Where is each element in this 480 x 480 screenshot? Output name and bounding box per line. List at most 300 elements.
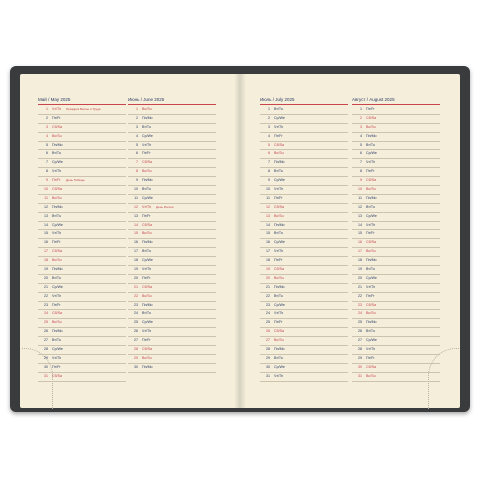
day-number: 24 [44, 311, 48, 316]
day-number: 23 [44, 302, 48, 307]
day-row [38, 239, 126, 248]
day-row [128, 239, 216, 248]
day-number: 22 [358, 293, 362, 298]
weekday-label: Сб/Sa [142, 347, 153, 352]
day-row [38, 230, 126, 239]
day-number: 25 [358, 320, 362, 325]
weekday-label: Вт/Tu [142, 187, 151, 192]
day-row [260, 222, 348, 231]
day-number: 27 [44, 338, 48, 343]
weekday-label: Пн/Mo [52, 204, 63, 209]
day-row [38, 310, 126, 319]
weekday-label: Чт/Th [142, 204, 152, 209]
day-number: 16 [358, 240, 362, 245]
day-row [352, 168, 440, 177]
day-number: 3 [268, 124, 270, 129]
weekday-label: Пт/Fr [274, 195, 283, 200]
day-number: 1 [268, 107, 270, 111]
day-number: 26 [358, 329, 362, 334]
day-row [352, 124, 440, 133]
day-row [260, 346, 348, 355]
day-row [38, 177, 126, 186]
day-row [260, 159, 348, 168]
weekday-label: Пт/Fr [274, 258, 283, 263]
day-row [38, 168, 126, 177]
weekday-label: Вс/Su [366, 249, 376, 254]
day-number: 16 [134, 240, 138, 245]
day-row [128, 159, 216, 168]
weekday-label: Сб/Sa [52, 124, 63, 129]
weekday-label: Пт/Fr [52, 115, 61, 120]
weekday-label: Вт/Tu [52, 213, 61, 218]
weekday-label: Ср/We [52, 222, 63, 227]
weekday-label: Вт/Tu [52, 338, 61, 343]
day-number: 18 [358, 258, 362, 263]
weekday-label: Вс/Su [142, 293, 152, 298]
day-row [260, 284, 348, 293]
day-row [260, 124, 348, 133]
day-number: 10 [266, 187, 270, 192]
weekday-label: Вт/Tu [274, 355, 283, 360]
day-row [128, 106, 216, 115]
month-july [260, 96, 348, 382]
day-number: 23 [134, 302, 138, 307]
day-row [38, 284, 126, 293]
day-number: 23 [358, 302, 362, 307]
day-row [352, 213, 440, 222]
day-row [352, 275, 440, 284]
weekday-label: Вс/Su [142, 107, 152, 111]
weekday-label: Сб/Sa [274, 142, 285, 147]
day-number: 4 [360, 133, 362, 138]
day-number: 10 [134, 187, 138, 192]
day-number: 17 [134, 249, 138, 254]
holiday-note: День России [156, 204, 174, 209]
weekday-label: Чт/Th [52, 355, 62, 360]
weekday-label: Ср/We [366, 338, 377, 343]
day-number: 16 [44, 240, 48, 245]
day-row [260, 177, 348, 186]
day-number: 13 [358, 213, 362, 218]
day-row [352, 337, 440, 346]
day-number: 15 [266, 231, 270, 236]
day-row [260, 275, 348, 284]
weekday-label: Пт/Fr [142, 213, 151, 218]
notebook-spine [234, 74, 246, 408]
day-row [38, 328, 126, 337]
day-row [260, 239, 348, 248]
month-title-rule [38, 104, 126, 105]
day-row [128, 319, 216, 328]
weekday-label: Пт/Fr [366, 107, 375, 111]
day-row [128, 142, 216, 151]
weekday-label: Вс/Su [52, 133, 62, 138]
weekday-label: Пт/Fr [52, 364, 61, 369]
month-title: Август / August 2025 [352, 97, 395, 102]
day-number: 8 [46, 169, 48, 174]
day-row [128, 213, 216, 222]
day-number: 21 [44, 284, 48, 289]
day-number: 24 [266, 311, 270, 316]
day-number: 5 [268, 142, 270, 147]
day-row [128, 275, 216, 284]
day-row [128, 257, 216, 266]
day-row [352, 159, 440, 168]
day-row [38, 159, 126, 168]
day-number: 6 [360, 151, 362, 156]
day-row [260, 266, 348, 275]
weekday-label: Вс/Su [366, 187, 376, 192]
day-row [352, 364, 440, 373]
weekday-label: Чт/Th [366, 347, 376, 352]
weekday-label: Чт/Th [366, 160, 376, 165]
day-number: 13 [134, 213, 138, 218]
weekday-label: Вс/Su [366, 124, 376, 129]
day-number: 11 [134, 195, 138, 200]
day-row [38, 275, 126, 284]
weekday-label: Чт/Th [52, 293, 62, 298]
day-number: 30 [358, 364, 362, 369]
day-number: 20 [44, 275, 48, 280]
day-number: 7 [360, 160, 362, 165]
day-number: 24 [358, 311, 362, 316]
day-row [352, 142, 440, 151]
day-number: 19 [358, 267, 362, 272]
day-number: 20 [134, 275, 138, 280]
weekday-label: Пн/Mo [274, 160, 285, 165]
day-number: 6 [268, 151, 270, 156]
weekday-label: Вс/Su [366, 311, 376, 316]
day-number: 14 [134, 222, 138, 227]
day-row [128, 204, 216, 213]
weekday-label: Ср/We [274, 115, 285, 120]
day-row [352, 150, 440, 159]
day-row [260, 310, 348, 319]
day-row [352, 204, 440, 213]
day-number: 8 [360, 169, 362, 174]
weekday-label: Ср/We [274, 178, 285, 183]
weekday-label: Пт/Fr [52, 240, 61, 245]
day-row [260, 186, 348, 195]
weekday-label: Вт/Tu [366, 142, 375, 147]
weekday-label: Вс/Su [142, 169, 152, 174]
day-row [260, 355, 348, 364]
day-row [128, 195, 216, 204]
day-row [38, 195, 126, 204]
day-row [38, 337, 126, 346]
day-row [128, 293, 216, 302]
month-title: Май / May 2025 [38, 97, 71, 102]
day-row [260, 106, 348, 115]
day-row [352, 106, 440, 115]
day-row [352, 302, 440, 311]
day-row [38, 186, 126, 195]
weekday-label: Чт/Th [142, 329, 152, 334]
weekday-label: Чт/Th [274, 249, 284, 254]
day-number: 2 [46, 115, 48, 120]
weekday-label: Ср/We [142, 133, 153, 138]
day-number: 15 [44, 231, 48, 236]
day-number: 5 [136, 142, 138, 147]
day-row [38, 302, 126, 311]
weekday-label: Пн/Mo [274, 284, 285, 289]
month-title-rule [128, 104, 216, 105]
day-number: 30 [44, 364, 48, 369]
weekday-label: Чт/Th [142, 142, 152, 147]
day-number: 21 [358, 284, 362, 289]
day-row [38, 150, 126, 159]
weekday-label: Пт/Fr [274, 133, 283, 138]
day-row [38, 373, 126, 382]
day-row [128, 150, 216, 159]
month-title-rule [352, 104, 440, 105]
month-title: Июнь / June 2025 [128, 97, 165, 102]
day-row [38, 204, 126, 213]
weekday-label: Вс/Su [274, 275, 284, 280]
day-number: 4 [268, 133, 270, 138]
weekday-label: Сб/Sa [366, 240, 377, 245]
day-number: 27 [266, 338, 270, 343]
weekday-label: Пн/Mo [366, 320, 377, 325]
weekday-label: Вс/Su [142, 231, 152, 236]
day-row [128, 230, 216, 239]
weekday-label: Вс/Su [274, 151, 284, 156]
day-row [128, 302, 216, 311]
day-row [128, 177, 216, 186]
weekday-label: Пн/Mo [142, 364, 153, 369]
day-number: 31 [44, 373, 48, 378]
day-row [38, 319, 126, 328]
day-number: 7 [136, 160, 138, 165]
weekday-label: Пн/Mo [142, 240, 153, 245]
day-row [260, 373, 348, 382]
weekday-label: Вс/Su [274, 213, 284, 218]
day-number: 29 [358, 355, 362, 360]
weekday-label: Пн/Mo [52, 142, 63, 147]
day-row [128, 364, 216, 373]
day-row [260, 257, 348, 266]
day-number: 7 [268, 160, 270, 165]
weekday-label: Сб/Sa [366, 115, 377, 120]
day-row [38, 106, 126, 115]
day-row [352, 346, 440, 355]
day-number: 20 [266, 275, 270, 280]
day-number: 16 [266, 240, 270, 245]
weekday-label: Вт/Tu [366, 267, 375, 272]
day-row [38, 248, 126, 257]
day-number: 8 [268, 169, 270, 174]
day-row [352, 310, 440, 319]
day-number: 20 [358, 275, 362, 280]
weekday-label: Ср/We [274, 302, 285, 307]
weekday-label: Пт/Fr [366, 169, 375, 174]
day-number: 19 [134, 267, 138, 272]
weekday-label: Пт/Fr [366, 293, 375, 298]
weekday-label: Пн/Mo [52, 267, 63, 272]
month-august [352, 96, 440, 382]
weekday-label: Вт/Tu [52, 151, 61, 156]
holiday-note: Праздник Весны и Труда [66, 107, 101, 111]
day-number: 25 [266, 320, 270, 325]
day-number: 3 [46, 124, 48, 129]
day-row [128, 328, 216, 337]
day-row [128, 355, 216, 364]
weekday-label: Чт/Th [52, 169, 62, 174]
weekday-label: Пт/Fr [142, 338, 151, 343]
day-row [352, 355, 440, 364]
day-number: 19 [44, 267, 48, 272]
weekday-label: Сб/Sa [142, 284, 153, 289]
day-list [260, 106, 348, 382]
weekday-label: Сб/Sa [274, 267, 285, 272]
weekday-label: Сб/Sa [366, 178, 377, 183]
day-row [128, 222, 216, 231]
day-number: 15 [358, 231, 362, 236]
day-row [260, 319, 348, 328]
day-number: 5 [360, 142, 362, 147]
weekday-label: Ср/We [274, 364, 285, 369]
day-row [128, 168, 216, 177]
day-number: 26 [44, 329, 48, 334]
weekday-label: Пт/Fr [52, 178, 61, 183]
weekday-label: Пт/Fr [274, 320, 283, 325]
day-number: 31 [358, 373, 362, 378]
day-row [38, 257, 126, 266]
weekday-label: Ср/We [52, 347, 63, 352]
weekday-label: Сб/Sa [142, 222, 153, 227]
weekday-label: Чт/Th [274, 124, 284, 129]
weekday-label: Ср/We [142, 195, 153, 200]
day-row [128, 266, 216, 275]
day-row [260, 115, 348, 124]
day-number: 11 [44, 195, 48, 200]
day-row [352, 230, 440, 239]
day-number: 30 [134, 364, 138, 369]
day-number: 10 [358, 187, 362, 192]
day-number: 17 [266, 249, 270, 254]
day-number: 11 [266, 195, 270, 200]
weekday-label: Чт/Th [52, 107, 62, 111]
weekday-label: Сб/Sa [274, 204, 285, 209]
weekday-label: Пн/Mo [142, 178, 153, 183]
day-row [352, 239, 440, 248]
day-number: 12 [44, 204, 48, 209]
day-row [38, 124, 126, 133]
weekday-label: Ср/We [274, 240, 285, 245]
month-title-rule [260, 104, 348, 105]
day-row [128, 310, 216, 319]
weekday-label: Пн/Mo [366, 258, 377, 263]
day-row [38, 364, 126, 373]
day-row [38, 133, 126, 142]
weekday-label: Вт/Tu [366, 204, 375, 209]
day-number: 5 [46, 142, 48, 147]
day-number: 17 [44, 249, 48, 254]
weekday-label: Сб/Sa [366, 302, 377, 307]
day-number: 2 [268, 115, 270, 120]
day-row [128, 186, 216, 195]
weekday-label: Пн/Mo [142, 302, 153, 307]
day-list [352, 106, 440, 382]
day-row [260, 248, 348, 257]
day-number: 15 [134, 231, 138, 236]
weekday-label: Вс/Su [366, 373, 376, 378]
day-row [352, 133, 440, 142]
weekday-label: Пт/Fr [366, 355, 375, 360]
day-row [128, 115, 216, 124]
day-row [352, 177, 440, 186]
weekday-label: Вт/Tu [274, 293, 283, 298]
day-number: 29 [44, 355, 48, 360]
weekday-label: Чт/Th [274, 311, 284, 316]
day-number: 4 [46, 133, 48, 138]
day-row [352, 186, 440, 195]
day-number: 24 [134, 311, 138, 316]
weekday-label: Сб/Sa [366, 364, 377, 369]
day-row [352, 115, 440, 124]
day-row [352, 373, 440, 382]
day-number: 3 [360, 124, 362, 129]
day-number: 29 [266, 355, 270, 360]
day-number: 28 [358, 347, 362, 352]
day-row [352, 248, 440, 257]
day-row [352, 222, 440, 231]
weekday-label: Сб/Sa [52, 311, 63, 316]
weekday-label: Вс/Su [274, 338, 284, 343]
weekday-label: Пн/Mo [52, 329, 63, 334]
day-row [38, 142, 126, 151]
weekday-label: Пн/Mo [274, 347, 285, 352]
day-number: 25 [134, 320, 138, 325]
month-june [128, 96, 216, 373]
weekday-label: Сб/Sa [52, 373, 63, 378]
day-number: 2 [136, 115, 138, 120]
day-number: 25 [44, 320, 48, 325]
day-number: 1 [46, 107, 48, 111]
day-row [128, 248, 216, 257]
weekday-label: Ср/We [142, 320, 153, 325]
day-row [352, 328, 440, 337]
day-number: 14 [358, 222, 362, 227]
day-row [128, 284, 216, 293]
day-number: 28 [134, 347, 138, 352]
weekday-label: Чт/Th [366, 222, 376, 227]
day-row [38, 213, 126, 222]
day-number: 12 [358, 204, 362, 209]
weekday-label: Вт/Tu [366, 329, 375, 334]
weekday-label: Чт/Th [52, 231, 62, 236]
day-row [260, 302, 348, 311]
weekday-label: Пт/Fr [366, 231, 375, 236]
day-number: 12 [266, 204, 270, 209]
day-number: 30 [266, 364, 270, 369]
day-number: 27 [358, 338, 362, 343]
weekday-label: Вт/Tu [142, 311, 151, 316]
weekday-label: Ср/We [366, 151, 377, 156]
day-row [352, 319, 440, 328]
month-title: Июль / July 2025 [260, 97, 295, 102]
day-number: 9 [46, 178, 48, 183]
weekday-label: Чт/Th [274, 373, 284, 378]
day-number: 28 [266, 347, 270, 352]
day-row [38, 115, 126, 124]
day-number: 14 [266, 222, 270, 227]
day-number: 6 [136, 151, 138, 156]
weekday-label: Пт/Fr [142, 151, 151, 156]
day-row [38, 346, 126, 355]
day-number: 22 [44, 293, 48, 298]
weekday-label: Чт/Th [366, 284, 376, 289]
